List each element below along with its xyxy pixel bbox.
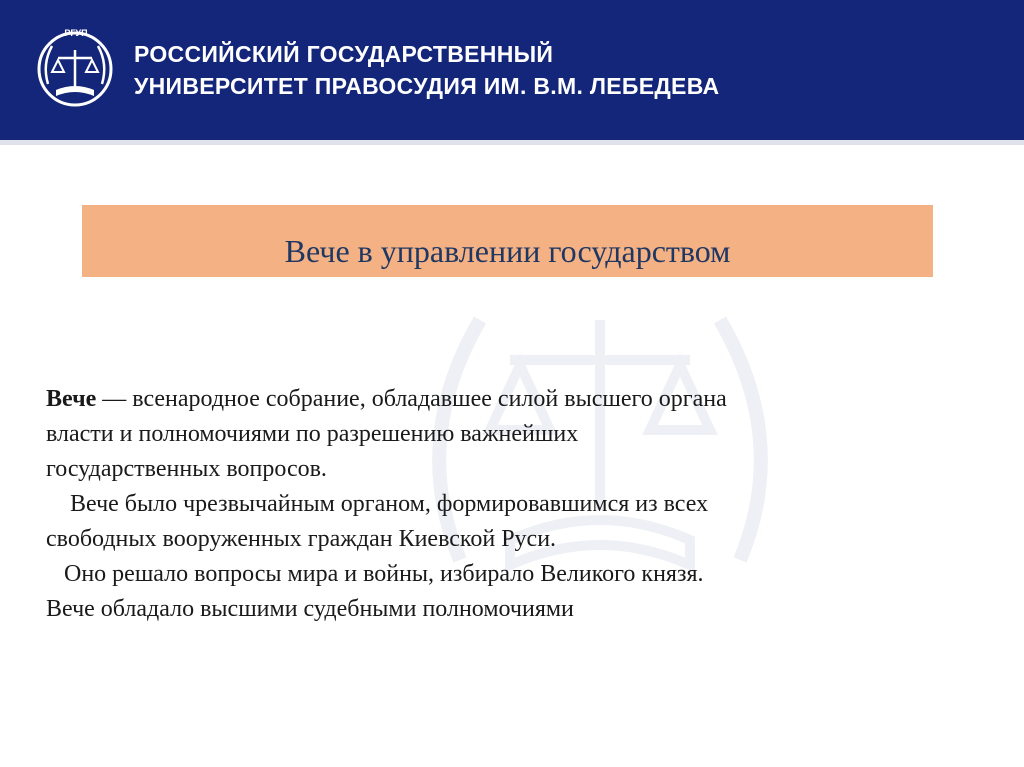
paragraph-2-line-2: свободных вооруженных граждан Киевской Руси.	[46, 526, 557, 552]
header-divider	[0, 140, 1024, 145]
paragraph-3-line-2: Вече обладало высшими судебными полномочиями	[46, 596, 574, 622]
paragraph-2-line-1: Вече было чрезвычайным органом, формировавшимся из всех	[46, 491, 709, 517]
university-name	[134, 38, 719, 102]
definition-line-2: власти и полномочиями по разрешению важнейших	[46, 421, 579, 447]
university-name-line-1: РОССИЙСКИЙ ГОСУДАРСТВЕННЫЙ	[134, 41, 554, 67]
definition-line-1	[46, 382, 976, 417]
logo-lettering: РГУП	[64, 28, 88, 38]
slide-title: Вече в управлении государством	[284, 233, 731, 269]
definition-line-3: государственных вопросов.	[46, 456, 327, 482]
university-name-line-2: УНИВЕРСИТЕТ ПРАВОСУДИЯ ИМ. В.М. ЛЕБЕДЕВА	[134, 73, 720, 99]
definition-text: — всенародное собрание, обладавшее силой высшего органа	[96, 386, 727, 412]
slide-body	[46, 382, 976, 627]
term-veche: Вече	[46, 386, 97, 412]
header-bar	[0, 0, 1024, 140]
title-banner	[82, 205, 933, 277]
paragraph-3-line-1: Оно решало вопросы мира и войны, избирало Великого князя.	[46, 561, 704, 587]
